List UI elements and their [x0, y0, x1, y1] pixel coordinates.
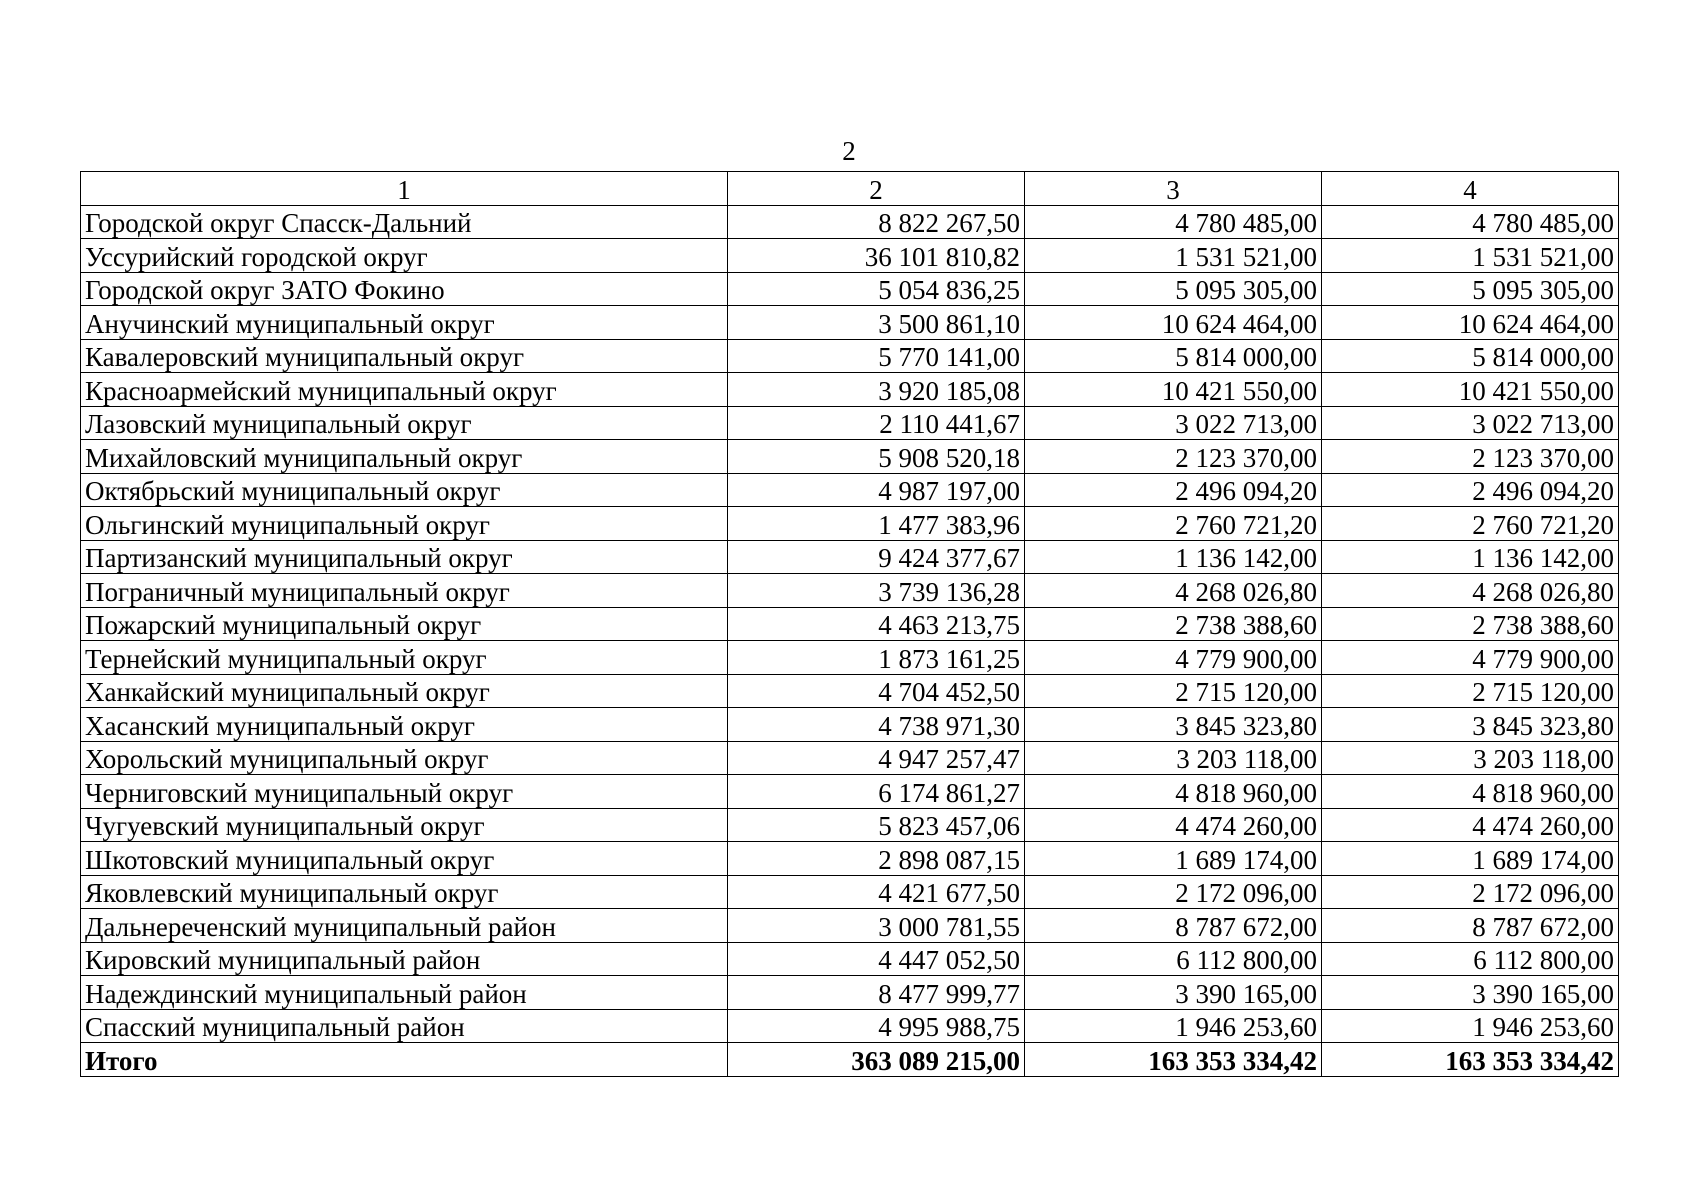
value-col3-cell: 2 172 096,00: [1025, 875, 1322, 909]
table-row: [81, 574, 1619, 608]
total-col3-cell: 163 353 334,42: [1025, 1043, 1322, 1077]
district-name-cell: Шкотовский муниципальный округ: [81, 842, 728, 876]
value-col3-cell: 1 136 142,00: [1025, 540, 1322, 574]
value-col3-cell: 2 496 094,20: [1025, 473, 1322, 507]
district-name-cell: Уссурийский городской округ: [81, 239, 728, 273]
total-label-cell: Итого: [81, 1043, 728, 1077]
table-body: [81, 172, 1619, 1077]
value-col3-cell: 3 390 165,00: [1025, 976, 1322, 1010]
district-name-cell: Партизанский муниципальный округ: [81, 540, 728, 574]
value-col4-cell: 6 112 800,00: [1322, 942, 1619, 976]
value-col2-cell: 3 000 781,55: [728, 909, 1025, 943]
value-col2-cell: 4 421 677,50: [728, 875, 1025, 909]
value-col2-cell: 4 987 197,00: [728, 473, 1025, 507]
value-col4-cell: 1 946 253,60: [1322, 1009, 1619, 1043]
table-row: [81, 239, 1619, 273]
header-cell-3: 3: [1025, 172, 1322, 206]
value-col2-cell: 5 823 457,06: [728, 808, 1025, 842]
table-row: [81, 406, 1619, 440]
table-row: [81, 607, 1619, 641]
district-name-cell: Пожарский муниципальный округ: [81, 607, 728, 641]
value-col2-cell: 2 898 087,15: [728, 842, 1025, 876]
value-col2-cell: 3 500 861,10: [728, 306, 1025, 340]
value-col4-cell: 3 390 165,00: [1322, 976, 1619, 1010]
table-row: [81, 741, 1619, 775]
value-col2-cell: 36 101 810,82: [728, 239, 1025, 273]
value-col3-cell: 10 624 464,00: [1025, 306, 1322, 340]
table-row: [81, 440, 1619, 474]
value-col2-cell: 2 110 441,67: [728, 406, 1025, 440]
value-col3-cell: 1 689 174,00: [1025, 842, 1322, 876]
value-col2-cell: 5 770 141,00: [728, 339, 1025, 373]
table-row: [81, 339, 1619, 373]
value-col4-cell: 4 268 026,80: [1322, 574, 1619, 608]
table-row: [81, 909, 1619, 943]
district-name-cell: Кавалеровский муниципальный округ: [81, 339, 728, 373]
district-name-cell: Хорольский муниципальный округ: [81, 741, 728, 775]
value-col4-cell: 2 123 370,00: [1322, 440, 1619, 474]
district-name-cell: Дальнереченский муниципальный район: [81, 909, 728, 943]
value-col3-cell: 4 268 026,80: [1025, 574, 1322, 608]
value-col4-cell: 2 760 721,20: [1322, 507, 1619, 541]
value-col3-cell: 2 738 388,60: [1025, 607, 1322, 641]
header-cell-2: 2: [728, 172, 1025, 206]
value-col2-cell: 6 174 861,27: [728, 775, 1025, 809]
table-row: [81, 272, 1619, 306]
value-col3-cell: 10 421 550,00: [1025, 373, 1322, 407]
value-col4-cell: 5 095 305,00: [1322, 272, 1619, 306]
value-col2-cell: 5 054 836,25: [728, 272, 1025, 306]
value-col4-cell: 1 531 521,00: [1322, 239, 1619, 273]
value-col4-cell: 2 172 096,00: [1322, 875, 1619, 909]
value-col4-cell: 10 421 550,00: [1322, 373, 1619, 407]
value-col2-cell: 4 704 452,50: [728, 674, 1025, 708]
district-name-cell: Черниговский муниципальный округ: [81, 775, 728, 809]
value-col4-cell: 3 203 118,00: [1322, 741, 1619, 775]
value-col3-cell: 2 123 370,00: [1025, 440, 1322, 474]
value-col2-cell: 5 908 520,18: [728, 440, 1025, 474]
table-row: [81, 708, 1619, 742]
table-row: [81, 373, 1619, 407]
district-name-cell: Тернейский муниципальный округ: [81, 641, 728, 675]
district-name-cell: Ольгинский муниципальный округ: [81, 507, 728, 541]
value-col4-cell: 1 689 174,00: [1322, 842, 1619, 876]
value-col2-cell: 1 477 383,96: [728, 507, 1025, 541]
value-col4-cell: 1 136 142,00: [1322, 540, 1619, 574]
value-col4-cell: 2 738 388,60: [1322, 607, 1619, 641]
value-col3-cell: 4 780 485,00: [1025, 205, 1322, 239]
district-name-cell: Красноармейский муниципальный округ: [81, 373, 728, 407]
value-col2-cell: 3 739 136,28: [728, 574, 1025, 608]
header-cell-1: 1: [81, 172, 728, 206]
table-row: [81, 205, 1619, 239]
value-col3-cell: 3 845 323,80: [1025, 708, 1322, 742]
table-row: [81, 842, 1619, 876]
value-col2-cell: 4 947 257,47: [728, 741, 1025, 775]
value-col4-cell: 2 496 094,20: [1322, 473, 1619, 507]
district-name-cell: Лазовский муниципальный округ: [81, 406, 728, 440]
district-name-cell: Чугуевский муниципальный округ: [81, 808, 728, 842]
total-col2-cell: 363 089 215,00: [728, 1043, 1025, 1077]
value-col4-cell: 4 779 900,00: [1322, 641, 1619, 675]
value-col2-cell: 4 738 971,30: [728, 708, 1025, 742]
district-name-cell: Михайловский муниципальный округ: [81, 440, 728, 474]
value-col3-cell: 2 715 120,00: [1025, 674, 1322, 708]
table-row: [81, 1009, 1619, 1043]
value-col3-cell: 4 474 260,00: [1025, 808, 1322, 842]
value-col3-cell: 6 112 800,00: [1025, 942, 1322, 976]
district-name-cell: Надеждинский муниципальный район: [81, 976, 728, 1010]
value-col4-cell: 3 022 713,00: [1322, 406, 1619, 440]
district-name-cell: Хасанский муниципальный округ: [81, 708, 728, 742]
value-col4-cell: 4 474 260,00: [1322, 808, 1619, 842]
value-col4-cell: 8 787 672,00: [1322, 909, 1619, 943]
value-col2-cell: 8 477 999,77: [728, 976, 1025, 1010]
district-name-cell: Октябрьский муниципальный округ: [81, 473, 728, 507]
value-col3-cell: 1 946 253,60: [1025, 1009, 1322, 1043]
total-row: [81, 1043, 1619, 1077]
value-col3-cell: 5 095 305,00: [1025, 272, 1322, 306]
data-table: [80, 171, 1619, 1077]
district-name-cell: Анучинский муниципальный округ: [81, 306, 728, 340]
table-row: [81, 976, 1619, 1010]
table-row: [81, 540, 1619, 574]
value-col2-cell: 8 822 267,50: [728, 205, 1025, 239]
value-col4-cell: 2 715 120,00: [1322, 674, 1619, 708]
value-col3-cell: 3 022 713,00: [1025, 406, 1322, 440]
value-col2-cell: 9 424 377,67: [728, 540, 1025, 574]
header-cell-4: 4: [1322, 172, 1619, 206]
value-col3-cell: 1 531 521,00: [1025, 239, 1322, 273]
value-col3-cell: 2 760 721,20: [1025, 507, 1322, 541]
page-number: 2: [842, 136, 856, 166]
table-header-row: [81, 172, 1619, 206]
district-name-cell: Спасский муниципальный район: [81, 1009, 728, 1043]
table-row: [81, 942, 1619, 976]
value-col3-cell: 4 818 960,00: [1025, 775, 1322, 809]
table-row: [81, 775, 1619, 809]
value-col4-cell: 10 624 464,00: [1322, 306, 1619, 340]
value-col2-cell: 3 920 185,08: [728, 373, 1025, 407]
table-row: [81, 473, 1619, 507]
value-col3-cell: 5 814 000,00: [1025, 339, 1322, 373]
value-col4-cell: 4 780 485,00: [1322, 205, 1619, 239]
table-row: [81, 808, 1619, 842]
value-col2-cell: 4 995 988,75: [728, 1009, 1025, 1043]
value-col2-cell: 4 447 052,50: [728, 942, 1025, 976]
total-col4-cell: 163 353 334,42: [1322, 1043, 1619, 1077]
table-row: [81, 641, 1619, 675]
table-row: [81, 507, 1619, 541]
value-col2-cell: 4 463 213,75: [728, 607, 1025, 641]
district-name-cell: Ханкайский муниципальный округ: [81, 674, 728, 708]
table-row: [81, 674, 1619, 708]
table-row: [81, 875, 1619, 909]
district-name-cell: Кировский муниципальный район: [81, 942, 728, 976]
district-name-cell: Пограничный муниципальный округ: [81, 574, 728, 608]
value-col4-cell: 5 814 000,00: [1322, 339, 1619, 373]
value-col4-cell: 4 818 960,00: [1322, 775, 1619, 809]
value-col3-cell: 8 787 672,00: [1025, 909, 1322, 943]
table-row: [81, 306, 1619, 340]
value-col3-cell: 4 779 900,00: [1025, 641, 1322, 675]
district-name-cell: Яковлевский муниципальный округ: [81, 875, 728, 909]
district-name-cell: Городской округ Спасск-Дальний: [81, 205, 728, 239]
district-name-cell: Городской округ ЗАТО Фокино: [81, 272, 728, 306]
value-col4-cell: 3 845 323,80: [1322, 708, 1619, 742]
value-col2-cell: 1 873 161,25: [728, 641, 1025, 675]
value-col3-cell: 3 203 118,00: [1025, 741, 1322, 775]
